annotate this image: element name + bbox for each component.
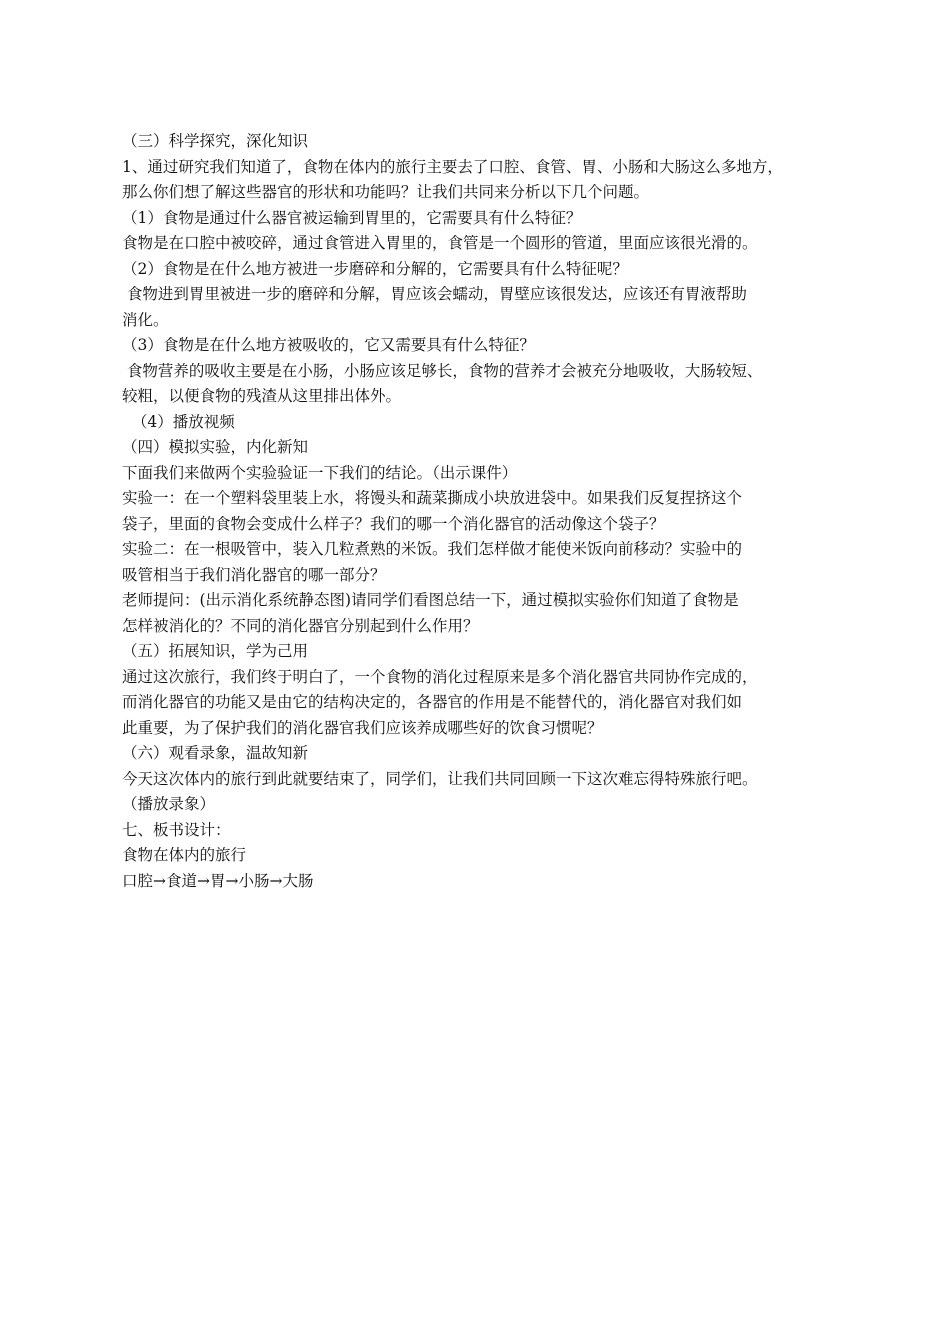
section-heading-4: （四）模拟实验，内化新知 xyxy=(122,438,309,456)
section-heading-3: （三）科学探究，深化知识 xyxy=(122,132,309,150)
experiment-1-line: 实验一：在一个塑料袋里装上水，将馒头和蔬菜撕成小块放进袋中。如果我们反复捏挤这个 xyxy=(122,489,743,507)
paragraph-line: 今天这次体内的旅行到此就要结束了，同学们，让我们共同回顾一下这次难忘得特殊旅行吧。 xyxy=(122,769,758,788)
teacher-question-line: 怎样被消化的？不同的消化器官分别起到什么作用？ xyxy=(122,616,479,635)
question-1: （1）食物是通过什么器官被运输到胃里的，它需要具有什么特征？ xyxy=(122,208,582,227)
experiment-1-line: 袋子，里面的食物会变成什么样子？我们的哪一个消化器官的活动像这个袋子？ xyxy=(122,514,665,533)
board-flow: 口腔→食道→胃→小肠→大肠 xyxy=(122,871,314,890)
question-2: （2）食物是在什么地方被进一步磨碎和分解的，它需要具有什么特征呢？ xyxy=(122,259,628,278)
step-4-video: （4）播放视频 xyxy=(122,412,235,431)
question-3: （3）食物是在什么地方被吸收的，它又需要具有什么特征？ xyxy=(122,336,535,354)
paragraph-line: 下面我们来做两个实验验证一下我们的结论。（出示课件） xyxy=(122,463,518,482)
answer-3-line: 食物营养的吸收主要是在小肠，小肠应该足够长，食物的营养才会被充分地吸收，大肠较短、 xyxy=(122,361,763,380)
paragraph-line: 那么你们想了解这些器官的形状和功能吗？让我们共同来分析以下几个问题。 xyxy=(122,183,650,201)
answer-2-line: 消化。 xyxy=(122,310,169,329)
answer-1: 食物是在口腔中被咬碎，通过食管进入胃里的，食管是一个圆形的管道，里面应该很光滑的。 xyxy=(122,234,758,252)
section-heading-5: （五）拓展知识，学为己用 xyxy=(122,642,309,660)
answer-2-line: 食物进到胃里被进一步的磨碎和分解，胃应该会蠕动，胃壁应该很发达，应该还有胃液帮助 xyxy=(122,285,747,303)
paragraph-line: 而消化器官的功能又是由它的结构决定的，各器官的作用是不能替代的，消化器官对我们如 xyxy=(122,693,743,711)
paragraph-line: （播放录象） xyxy=(122,795,216,813)
paragraph-line: 1、通过研究我们知道了，食物在体内的旅行主要去了口腔、食管、胃、小肠和大肠这么多地方， xyxy=(122,157,783,176)
teacher-question-line: 老师提问：(出示消化系统静态图)请同学们看图总结一下，通过模拟实验你们知道了食物是 xyxy=(122,591,739,609)
document-page xyxy=(122,129,842,894)
section-heading-7: 七、板书设计： xyxy=(122,820,231,839)
paragraph-line: 此重要，为了保护我们的消化器官我们应该养成哪些好的饮食习惯呢？ xyxy=(122,718,603,737)
answer-3-line: 较粗，以便食物的残渣从这里排出体外。 xyxy=(122,387,402,405)
board-title: 食物在体内的旅行 xyxy=(122,846,247,864)
paragraph-line: 通过这次旅行，我们终于明白了，一个食物的消化过程原来是多个消化器官共同协作完成的， xyxy=(122,667,758,686)
experiment-2-line: 实验二：在一根吸管中，装入几粒煮熟的米饭。我们怎样做才能使米饭向前移动？实验中的 xyxy=(122,540,743,558)
section-heading-6: （六）观看录象，温故知新 xyxy=(122,744,309,762)
experiment-2-line: 吸管相当于我们消化器官的哪一部分？ xyxy=(122,565,386,584)
